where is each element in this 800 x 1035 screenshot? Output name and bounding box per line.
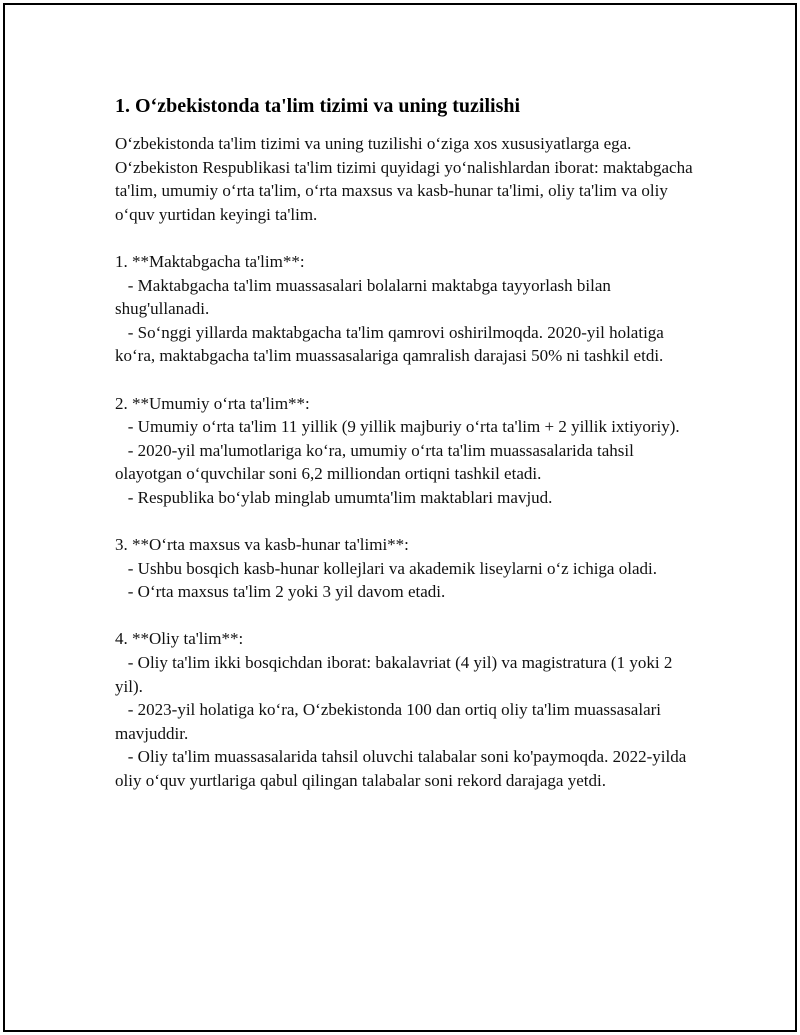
spacer — [115, 226, 695, 250]
list-item: - O‘rta maxsus ta'lim 2 yoki 3 yil davom etadi. — [115, 582, 446, 602]
spacer — [115, 368, 695, 392]
intro-paragraph: O‘zbekistonda ta'lim tizimi va uning tuzilishi o‘ziga xos xususiyatlarga ega. O‘zbekiston Respublikasi ta'lim tizimi quyidagi yo‘nalishlardan iborat: maktabgacha ta'lim, umumiy o‘rta ta'lim, o‘rta maxsus va kasb-hunar ta'limi, oliy ta'lim va oliy o‘quv yurtidan keyingi ta'lim. — [115, 134, 693, 224]
section-general-secondary — [115, 392, 695, 510]
list-item: - 2020-yil ma'lumotlariga ko‘ra, umumiy o‘rta ta'lim muassasalarida tahsil olayotgan o‘quvchilar soni 6,2 milliondan ortiqni tashkil etadi. — [115, 440, 639, 484]
section-vocational — [115, 533, 695, 604]
spacer — [115, 510, 695, 534]
document-body — [115, 92, 695, 793]
section-preschool — [115, 250, 695, 368]
list-item: - Maktabgacha ta'lim muassasalari bolalarni maktabga tayyorlash bilan shug'ullanadi. — [115, 275, 616, 319]
section-heading: 4. **Oliy ta'lim**: — [115, 629, 244, 649]
list-item: - Umumiy o‘rta ta'lim 11 yillik (9 yillik majburiy o‘rta ta'lim + 2 yillik ixtiyoriy). — [115, 417, 680, 437]
list-item: - Respublika bo‘ylab minglab umumta'lim maktablari mavjud. — [115, 487, 553, 507]
list-item: - 2023-yil holatiga ko‘ra, O‘zbekistonda 100 dan ortiq oliy ta'lim muassasalari mavjuddir. — [115, 700, 666, 743]
spacer — [115, 604, 695, 628]
list-item: - Oliy ta'lim muassasalarida tahsil oluvchi talabalar soni ko'paymoqda. 2022-yilda oliy o‘quv yurtlariga qabul qilingan talabalar soni rekord darajaga yetdi. — [115, 747, 691, 791]
list-item: - Oliy ta'lim ikki bosqichdan iborat: bakalavriat (4 yil) va magistratura (1 yoki 2 yil). — [115, 653, 677, 696]
document-title: 1. O‘zbekistonda ta'lim tizimi va uning tuzilishi — [115, 95, 521, 117]
section-heading: 3. **O‘rta maxsus va kasb-hunar ta'limi**: — [115, 535, 409, 555]
list-item: - So‘nggi yillarda maktabgacha ta'lim qamrovi oshirilmoqda. 2020-yil holatiga ko‘ra, maktabgacha ta'lim muassasalariga qamralish darajasi 50% ni tashkil etdi. — [115, 322, 669, 366]
section-heading: 2. **Umumiy o‘rta ta'lim**: — [115, 393, 310, 413]
list-item: - Ushbu bosqich kasb-hunar kollejlari va akademik liseylarni o‘z ichiga oladi. — [115, 558, 657, 578]
section-higher — [115, 627, 695, 792]
section-heading: 1. **Maktabgacha ta'lim**: — [115, 251, 305, 271]
